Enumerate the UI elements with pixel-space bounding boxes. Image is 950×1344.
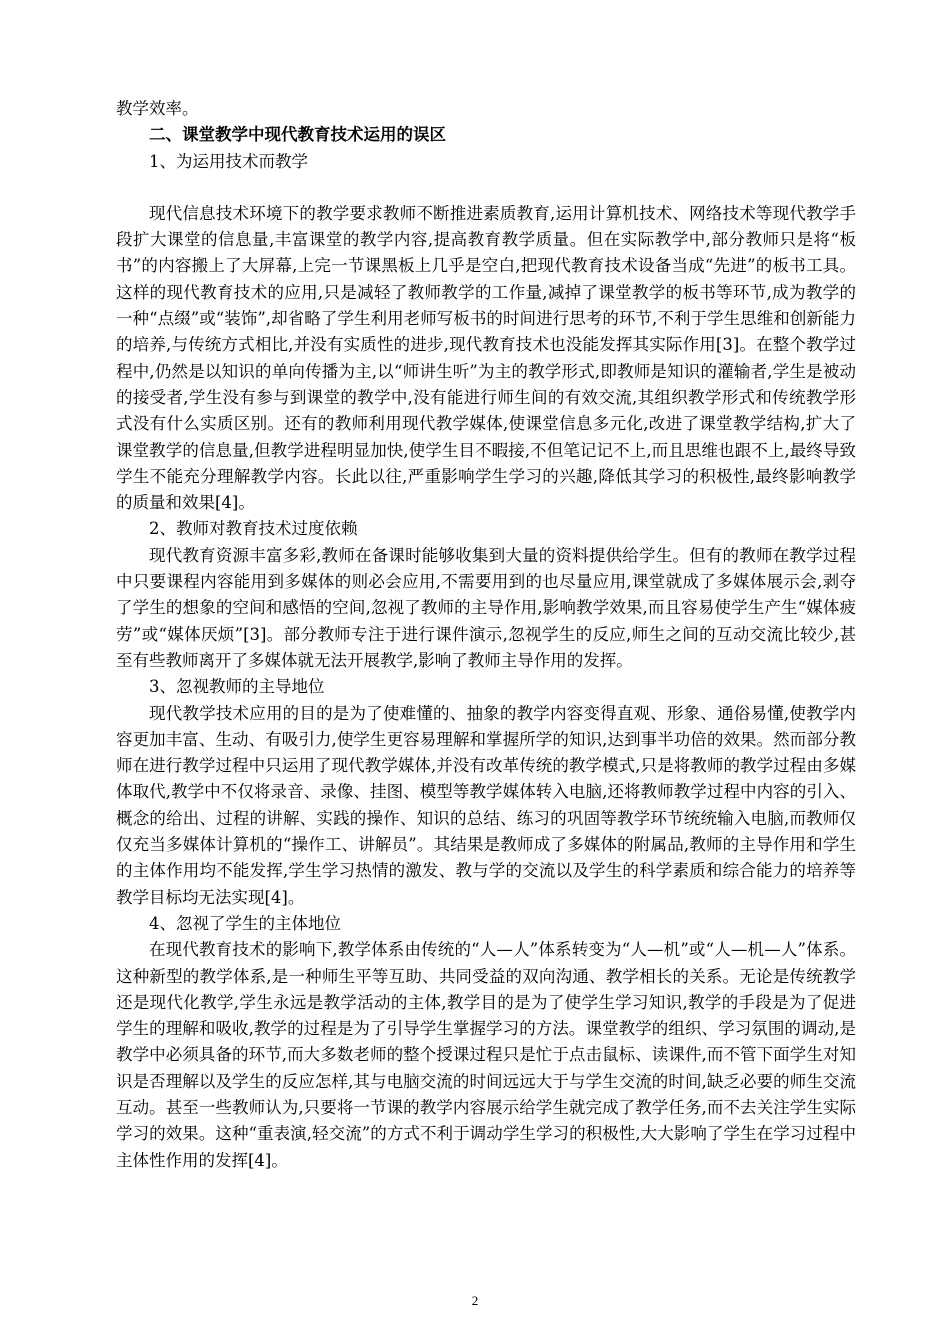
subsection-2-title: 2、教师对教育技术过度依赖 — [149, 519, 358, 539]
document-page — [116, 96, 856, 1174]
subsection-1-title: 1、为运用技术而教学 — [149, 151, 308, 171]
subsection-4-title: 4、忽视了学生的主体地位 — [149, 913, 341, 933]
lead-text: 教学效率。 — [116, 99, 199, 118]
section-heading: 二、课堂教学中现代教育技术运用的误区 — [149, 125, 446, 145]
blank-line — [116, 175, 856, 201]
subsection-3-paragraph: 现代教学技术应用的目的是为了使难懂的、抽象的教学内容变得直观、形象、通俗易懂,使教学内容更加丰富、生动、有吸引力,使学生更容易理解和掌握所学的知识,达到事半功倍的效果。然而部分教师在进行教学过程中只运用了现代教学媒体,并没有改革传统的教学模式,只是将教师的教学过程由多媒体取代,教学中不仅将录音、录像、挂图、模型等教学媒体转入电脑,还将教师教学过程中内容的引入、概念的给出、过程的讲解、实践的操作、知识的总结、练习的巩固等教学环节统统输入电脑,而教师仅仅充当多媒体计算机的“操作工、讲解员”。其结果是教师成了多媒体的附属品,教师的主导作用和学生的主体作用均不能发挥,学生学习热情的激发、教与学的交流以及学生的科学素质和综合能力的培养等教学目标均无法实现[4]。 — [116, 703, 856, 907]
subsection-3-title: 3、忽视教师的主导地位 — [149, 677, 325, 697]
page-number: 2 — [471, 1293, 479, 1308]
subsection-2-paragraph: 现代教育资源丰富多彩,教师在备课时能够收集到大量的资料提供给学生。但有的教师在教学过程中只要课程内容能用到多媒体的则必会应用,不需要用到的也尽量应用,课堂就成了多媒体展示会,剥夺了学生的想象的空间和感悟的空间,忽视了教师的主导作用,影响教学效果,而且容易使学生产生“媒体疲劳”或“媒体厌烦”[3]。部分教师专注于进行课件演示,忽视学生的反应,师生之间的互动交流比较少,甚至有些教师离开了多媒体就无法开展教学,影响了教师主导作用的发挥。 — [116, 545, 856, 670]
subsection-1-paragraph: 现代信息技术环境下的教学要求教师不断推进素质教育,运用计算机技术、网络技术等现代教学手段扩大课堂的信息量,丰富课堂的教学内容,提高教育教学质量。但在实际教学中,部分教师只是将“板书”的内容搬上了大屏幕,上完一节课黑板上几乎是空白,把现代教育技术设备当成“先进”的板书工具。这样的现代教育技术的应用,只是减轻了教师教学的工作量,减掉了课堂教学的板书等环节,成为教学的一种“点缀”或“装饰”,却省略了学生利用老师写板书的时间进行思考的环节,不利于学生思维和创新能力的培养,与传统方式相比,并没有实质性的进步,现代教育技术也没能发挥其实际作用[3]。在整个教学过程中,仍然是以知识的单向传播为主,以“师讲生听”为主的教学形式,即教师是知识的灌输者,学生是被动的接受者,学生没有参与到课堂的教学中,没有能进行师生间的有效交流,其组织教学形式和传统教学形式没有什么实质区别。还有的教师利用现代教学媒体,使课堂信息多元化,改进了课堂教学结构,扩大了课堂教学的信息量,但教学进程明显加快,使学生目不暇接,不但笔记记不上,而且思维也跟不上,最终导致学生不能充分理解教学内容。长此以往,严重影响学生学习的兴趣,降低其学习的积极性,最终影响教学的质量和效果[4]。 — [116, 203, 856, 513]
subsection-4-paragraph: 在现代教育技术的影响下,教学体系由传统的“人—人”体系转变为“人—机”或“人—机—人”体系。这种新型的教学体系,是一种师生平等互助、共同受益的双向沟通、教学相长的关系。无论是传统教学还是现代化教学,学生永远是教学活动的主体,教学目的是为了使学生学习知识,教学的手段是为了促进学生的理解和吸收,教学的过程是为了引导学生掌握学习的方法。课堂教学的组织、学习氛围的调动,是教学中必须具备的环节,而大多数老师的整个授课过程只是忙于点击鼠标、读课件,而不管下面学生对知识是否理解以及学生的反应怎样,其与电脑交流的时间远远大于与学生交流的时间,缺乏必要的师生交流互动。甚至一些教师认为,只要将一节课的教学内容展示给学生就完成了教学任务,而不去关注学生实际学习的效果。这种“重表演,轻交流”的方式不利于调动学生学习的积极性,大大影响了学生在学习过程中主体性作用的发挥[4]。 — [116, 940, 856, 1170]
